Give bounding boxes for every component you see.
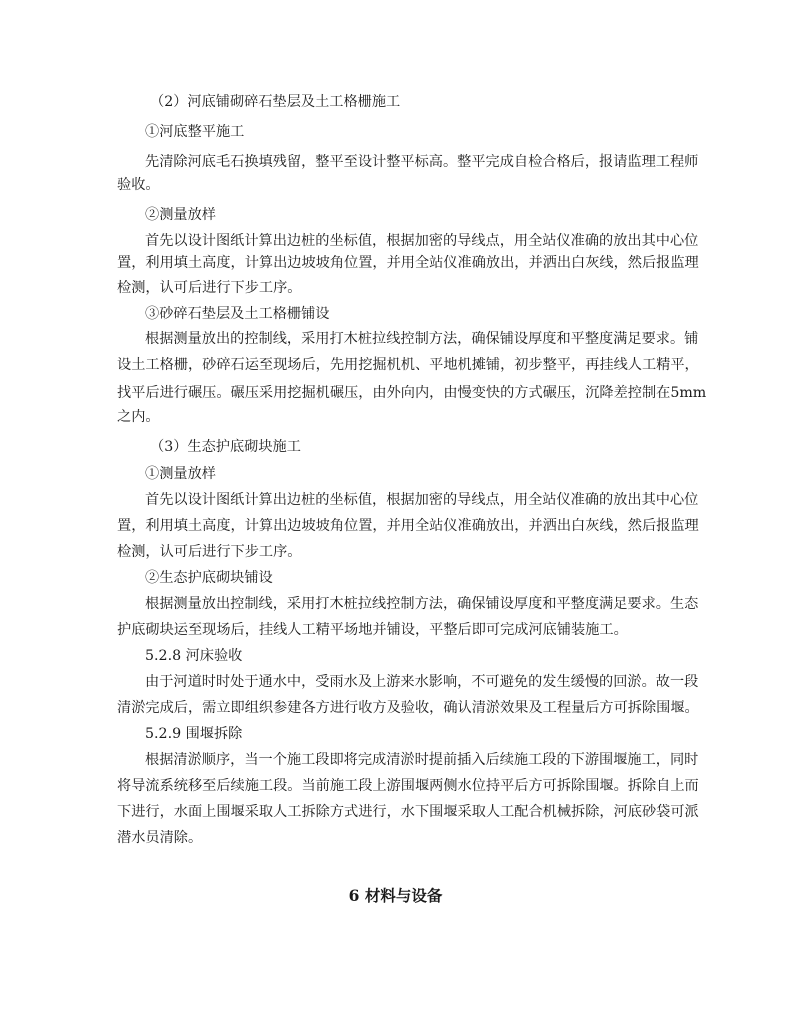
paragraph-line: 清淤完成后，需立即组织参建各方进行收方及验收，确认清淤效果及工程量后方可拆除围堰。 [117,700,699,716]
paragraph-line: 首先以设计图纸计算出边桩的坐标值，根据加密的导线点，用全站仪准确的放出其中心位 [145,492,699,508]
section-heading-eco-block: （3）生态护底砌块施工 [150,439,301,455]
paragraph-line: 置，利用填土高度，计算出边坡坡角位置，并用全站仪准确放出，并洒出白灰线，然后报监理 [117,255,699,271]
paragraph-line: 首先以设计图纸计算出边桩的坐标值，根据加密的导线点，用全站仪准确的放出其中心位 [145,233,699,249]
paragraph-line: 根据清淤顺序，当一个施工段即将完成清淤时提前插入后续施工段的下游围堰施工，同时 [145,752,699,768]
paragraph-line: 找平后进行碾压。碾压采用挖掘机碾压，由外向内，由慢变快的方式碾压，沉降差控制在5mm [117,385,707,401]
paragraph-line: 验收。 [117,177,160,193]
subheading-gravel-geogrid: ③砂碎石垫层及土工格栅铺设 [145,306,330,322]
paragraph-line: 检测，认可后进行下步工序。 [117,544,302,560]
paragraph-line: 由于河道时时处于通水中，受雨水及上游来水影响，不可避免的发生缓慢的回淤。故一段 [145,674,699,690]
subheading-eco-block-laying: ②生态护底砌块铺设 [145,570,273,586]
paragraph-line: 设土工格栅，砂碎石运至现场后，先用挖掘机机、平地机摊铺，初步整平，再挂线人工精平， [117,357,699,373]
paragraph-line: 之内。 [117,409,160,425]
paragraph-line: 根据测量放出的控制线，采用打木桩拉线控制方法，确保铺设厚度和平整度满足要求。铺 [145,331,699,347]
paragraph-line: 将导流系统移至后续施工段。当前施工段上游围堰两侧水位持平后方可拆除围堰。拆除自上而 [117,778,699,794]
paragraph-line: 潜水员清除。 [117,830,203,846]
subheading-survey-setout: ②测量放样 [145,207,216,223]
paragraph-line: 根据测量放出控制线，采用打木桩拉线控制方法，确保铺设厚度和平整度满足要求。生态 [145,596,699,612]
paragraph-line: 先清除河底毛石换填残留，整平至设计整平标高。整平完成自检合格后，报请监理工程师 [145,154,699,170]
paragraph-line: 护底砌块运至现场后，挂线人工精平场地并铺设，平整后即可完成河底铺装施工。 [117,622,628,638]
subheading-riverbed-leveling: ①河底整平施工 [145,124,245,140]
section-heading-riverbed-gravel: （2）河底铺砌碎石垫层及土工格栅施工 [150,94,401,110]
section-heading-5-2-8: 5.2.8 河床验收 [145,648,243,664]
paragraph-line: 检测，认可后进行下步工序。 [117,280,302,296]
subheading-survey-setout: ①测量放样 [145,466,216,482]
paragraph-line: 置，利用填土高度，计算出边坡坡角位置，并用全站仪准确放出，并洒出白灰线，然后报监理 [117,518,699,534]
chapter-heading: 6 材料与设备 [348,886,443,905]
paragraph-line: 下进行，水面上围堰采取人工拆除方式进行，水下围堰采取人工配合机械拆除，河底砂袋可派 [117,804,699,820]
section-heading-5-2-9: 5.2.9 围堰拆除 [145,726,243,742]
